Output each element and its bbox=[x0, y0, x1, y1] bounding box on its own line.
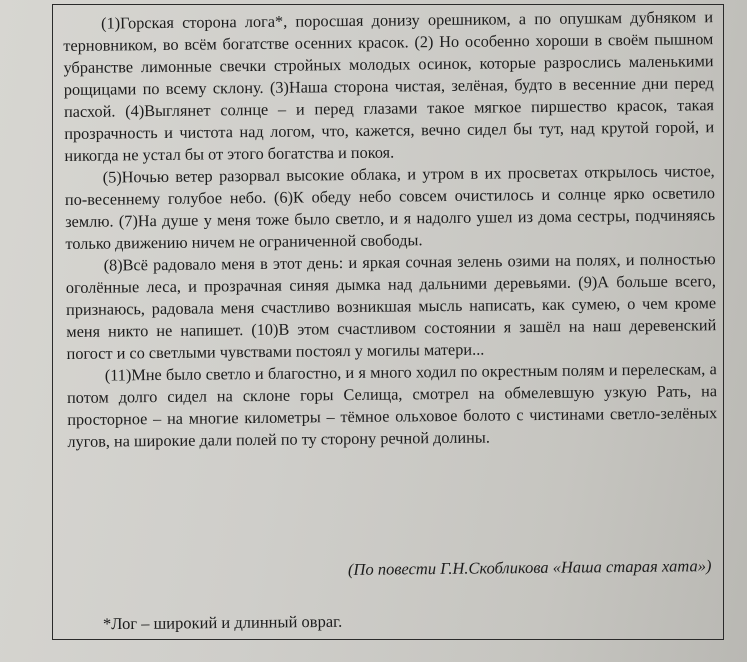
paragraph-3: (8)Всё радовало меня в этот день: и яркая сочная зелень озими на полях, и полностью оголённые леса, и прозрачная синяя дымка над дальними деревьями. (9)А больше всего, признаюсь, радовала меня счастливо возникшая мысль написать, как сумею, о чем кроме меня никто не напишет. (10)В этом счастливом состоянии я зашёл на наш деревенский погост и со светлыми чувствами постоял у могилы матери... bbox=[65, 249, 717, 363]
text-body bbox=[63, 6, 718, 453]
source-attribution: (По повести Г.Н.Скобликова «Наша старая хата») bbox=[347, 556, 712, 579]
text-frame bbox=[52, 4, 724, 640]
paragraph-2: (5)Ночью ветер разорвал высокие облака, и утром в их просветах открылось чистое, по-весеннему голубое небо. (6)К обеду небо совсем очистилось и солнце ярко осветило землю. (7)На душе у меня тоже было светло, и я надолго ушел из дома сестры, подчиняясь только движению ничем не ограниченной свободы. bbox=[64, 161, 716, 253]
footnote: *Лог – широкий и длинный овраг. bbox=[102, 611, 343, 634]
paragraph-1: (1)Горская сторона лога*, поросшая донизу орешником, а по опушкам дубняком и терновником, во всём богатстве осенних красок. (2) Но особенно хороши в своём пышном убранстве лимонные свечки стройных молодых осинок, которые разрослись маленькими рощицами по всему склону. (3)Наша сторона чистая, зелёная, будто в весенние дни перед пасхой. (4)Выглянет солнце – и перед глазами такое мягкое пиршество красок, такая прозрачность и чистота над логом, что, кажется, вечно сидел бы тут, над крутой горой, и никогда не устал бы от этого богатства и покоя. bbox=[63, 7, 715, 165]
paragraph-4: (11)Мне было светло и благостно, и я много ходил по окрестным полям и перелескам, а потом долго сидел на склоне горы Селища, смотрел на обмелевшую узкую Рать, на просторное – на многие километры – тёмное ольховое болото с чистинами светло-зелёных лугов, на широкие дали полей по ту сторону речной долины. bbox=[66, 359, 718, 451]
